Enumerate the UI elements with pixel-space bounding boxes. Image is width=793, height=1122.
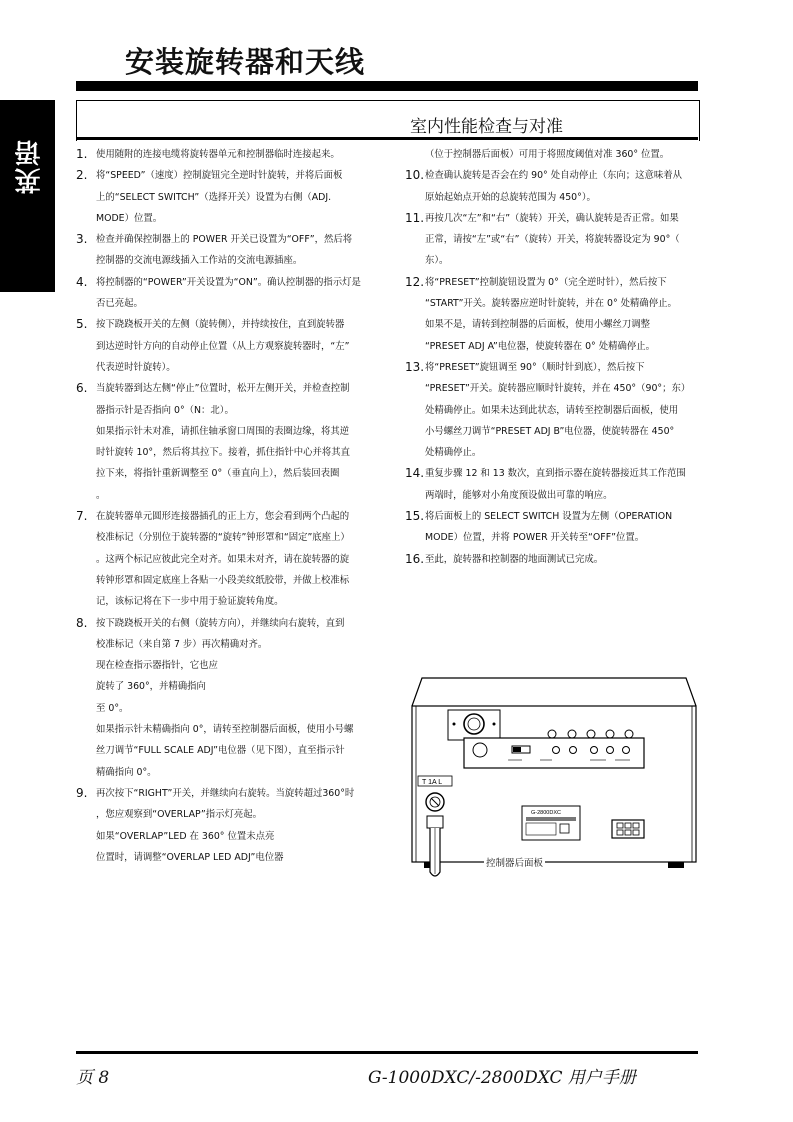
- step-text-line: 上的“SELECT SWITCH”（选择开关）设置为右侧（ADJ.: [96, 191, 332, 203]
- fuse-label: T 1A L: [422, 779, 443, 786]
- step-text-line: 小号螺丝刀调节“PRESET ADJ B”电位器，使旋转器在 450°: [425, 425, 675, 437]
- step-text-line: 再按几次“左”和“右”（旋转）开关，确认旋转是否正常。如果: [425, 212, 679, 224]
- model-plate-text: G-2800DXC: [531, 810, 561, 816]
- step-text-line: 处精确停止。: [425, 447, 482, 459]
- step-text-line: 代表逆时针旋转）。: [96, 361, 176, 373]
- step-text-line: 检查确认旋转是否会在约 90° 处自动停止（东向；这意味着从: [425, 170, 682, 182]
- step-text-line: 旋转了 360°，并精确指向: [96, 681, 206, 693]
- step-text-line: 如果“OVERLAP”LED 在 360° 位置未点亮: [96, 830, 275, 842]
- figure-caption: 控制器后面板: [484, 855, 545, 869]
- step-number: 6.: [76, 381, 88, 396]
- step-text-line: “START”开关。旋转器应逆时针旋转，并在 0° 处精确停止。: [425, 298, 677, 310]
- step-number: 7.: [76, 509, 88, 524]
- step-text-line: ，您应观察到“OVERLAP”指示灯亮起。: [96, 809, 262, 821]
- step-text-line: 如果指示针未对准，请抓住轴承窗口周围的表圈边缘，将其逆: [96, 425, 350, 437]
- page-number: 页 8: [76, 1068, 110, 1088]
- step-text-line: 时针旋转 10°，然后将其拉下。接着，抓住指针中心并将其直: [96, 447, 350, 459]
- step-item: [76, 314, 376, 378]
- step-item: [76, 506, 376, 612]
- step-text-line: 重复步骤 12 和 13 数次，直到指示器在旋转器接近其工作范围: [425, 468, 686, 480]
- step-text-line: 将“PRESET”旋钮调至 90°（顺时针到底），然后按下: [425, 361, 645, 373]
- step-number: 2.: [76, 168, 88, 183]
- step-text-line: 当旋转器到达左侧“停止”位置时，松开左侧开关，并检查控制: [96, 383, 350, 395]
- step-item: [76, 144, 376, 165]
- step-text-line: 精确指向 0°。: [96, 766, 157, 778]
- continuation-text: [405, 144, 700, 165]
- step-text-line: 。: [96, 489, 106, 501]
- step-text-line: 至此，旋转器和控制器的地面测试已完成。: [425, 553, 604, 565]
- step-text-line: 如果不是，请转到控制器的后面板，使用小螺丝刀调整: [425, 319, 651, 331]
- left-column: [76, 144, 376, 868]
- step-item: [405, 463, 700, 506]
- controller-rear-panel-figure: [410, 676, 698, 872]
- step-item: [76, 229, 376, 272]
- step-item: [405, 549, 700, 570]
- language-tab: [0, 100, 55, 292]
- step-number: 8.: [76, 615, 88, 630]
- step-text-line: 器指示针是否指向 0°（N：北）。: [96, 404, 234, 416]
- step-number: 11.: [405, 210, 425, 225]
- section-rule: [76, 137, 698, 140]
- step-text-line: 将后面板上的 SELECT SWITCH 设置为左侧（OPERATION: [425, 511, 673, 523]
- step-text-line: 将控制器的“POWER”开关设置为“ON”。确认控制器的指示灯是: [96, 276, 361, 288]
- step-item: [76, 272, 376, 315]
- step-item: [76, 783, 376, 868]
- step-text-line: 东）。: [425, 255, 449, 267]
- step-item: [76, 165, 376, 229]
- step-text-line: 。这两个标记应彼此完全对齐。如果未对齐，请在旋转器的旋: [96, 553, 350, 565]
- step-text-line: 控制器的交流电源线插入工作站的交流电源插座。: [96, 255, 303, 267]
- continuation-line: （位于控制器后面板）可用于将照度阈值对准 360° 位置。: [425, 149, 670, 160]
- controller-drawing: [410, 676, 698, 886]
- step-text-line: 在旋转器单元圆形连接器插孔的正上方，您会看到两个凸起的: [96, 511, 350, 523]
- step-text-line: MODE）位置，并将 POWER 开关转至“OFF”位置。: [425, 532, 645, 544]
- footer-rule: [76, 1051, 698, 1054]
- step-number: 5.: [76, 317, 88, 332]
- right-column: [405, 144, 700, 570]
- step-number: 4.: [76, 274, 88, 289]
- step-text-line: 如果指示针未精确指向 0°，请转至控制器后面板，使用小号螺: [96, 724, 354, 736]
- step-number: 12.: [405, 274, 425, 289]
- step-number: 10.: [405, 168, 425, 183]
- step-text-line: 检查并确保控制器上的 POWER 开关已设置为“OFF”，然后将: [96, 234, 353, 246]
- step-text-line: 现在检查指示器指针，它也应: [96, 660, 218, 672]
- step-number: 14.: [405, 466, 425, 481]
- step-number: 3.: [76, 232, 88, 247]
- step-item: [405, 272, 700, 357]
- step-item: [76, 378, 376, 506]
- step-text-line: 将“PRESET”控制旋钮设置为 0°（完全逆时针），然后按下: [425, 276, 667, 288]
- section-header-box: [76, 100, 700, 141]
- step-text-line: 按下跷跷板开关的左侧（旋转侧），并持续按住，直到旋转器: [96, 319, 345, 331]
- step-text-line: 至 0°。: [96, 702, 129, 714]
- step-text-line: 位置时，请调整“OVERLAP LED ADJ”电位器: [96, 851, 284, 863]
- step-text-line: 转钟形罩和固定底座上各贴一小段美纹纸胶带，并做上校准标: [96, 574, 350, 586]
- step-text-line: “PRESET”开关。旋转器应顺时针旋转，并在 450°（90°；东）: [425, 383, 691, 395]
- step-text-line: 处精确停止。如果未达到此状态，请转至控制器后面板，使用: [425, 404, 679, 416]
- section-title: 室内性能检查与对准: [410, 117, 563, 137]
- step-text-line: 按下跷跷板开关的右侧（旋转方向），并继续向右旋转，直到: [96, 617, 345, 629]
- step-text-line: 记，该标记将在下一步中用于验证旋转角度。: [96, 596, 284, 608]
- step-number: 16.: [405, 551, 425, 566]
- step-text-line: 拉下来，将指针重新调整至 0°（垂直向上），然后装回表圈: [96, 468, 340, 480]
- step-item: [405, 208, 700, 272]
- step-text-line: 否已亮起。: [96, 298, 143, 310]
- step-text-line: “PRESET ADJ A”电位器，使旋转器在 0° 处精确停止。: [425, 340, 655, 352]
- step-number: 9.: [76, 785, 88, 800]
- step-number: 15.: [405, 509, 425, 524]
- page-title: 安装旋转器和天线: [125, 45, 366, 79]
- language-tab-label: 英语: [15, 138, 45, 194]
- step-item: [405, 506, 700, 549]
- step-item: [76, 613, 376, 783]
- step-number: 1.: [76, 147, 88, 161]
- step-text-line: 校准标记（来自第 7 步）再次精确对齐。: [96, 638, 268, 650]
- title-rule: [76, 81, 698, 91]
- step-text-line: 再次按下“RIGHT”开关，并继续向右旋转。当旋转超过360°时: [96, 787, 355, 799]
- step-number: 13.: [405, 359, 425, 374]
- step-text-line: 丝刀调节“FULL SCALE ADJ”电位器（见下图），直至指示针: [96, 745, 345, 757]
- manual-title: G-1000DXC/-2800DXC 用户手册: [368, 1068, 636, 1088]
- step-item: [405, 165, 700, 208]
- step-text-line: MODE）位置。: [96, 212, 163, 224]
- step-text-line: 将“SPEED”（速度）控制旋钮完全逆时针旋转，并将后面板: [96, 170, 343, 182]
- step-text-line: 校准标记（分别位于旋转器的“旋转”钟形罩和“固定”底座上）: [96, 532, 350, 544]
- step-text-line: 正常，请按“左”或“右”（旋转）开关，将旋转器设定为 90°（: [425, 234, 680, 246]
- step-text-line: 到达逆时针方向的自动停止位置（从上方观察旋转器时，“左”: [96, 340, 350, 352]
- step-text-line: 两端时，能够对小角度预设做出可靠的响应。: [425, 489, 613, 501]
- step-item: [405, 357, 700, 463]
- step-text-line: 原始起始点开始的总旋转范围为 450°）。: [425, 191, 596, 203]
- step-text-line: 使用随附的连接电缆将旋转器单元和控制器临时连接起来。: [96, 149, 340, 160]
